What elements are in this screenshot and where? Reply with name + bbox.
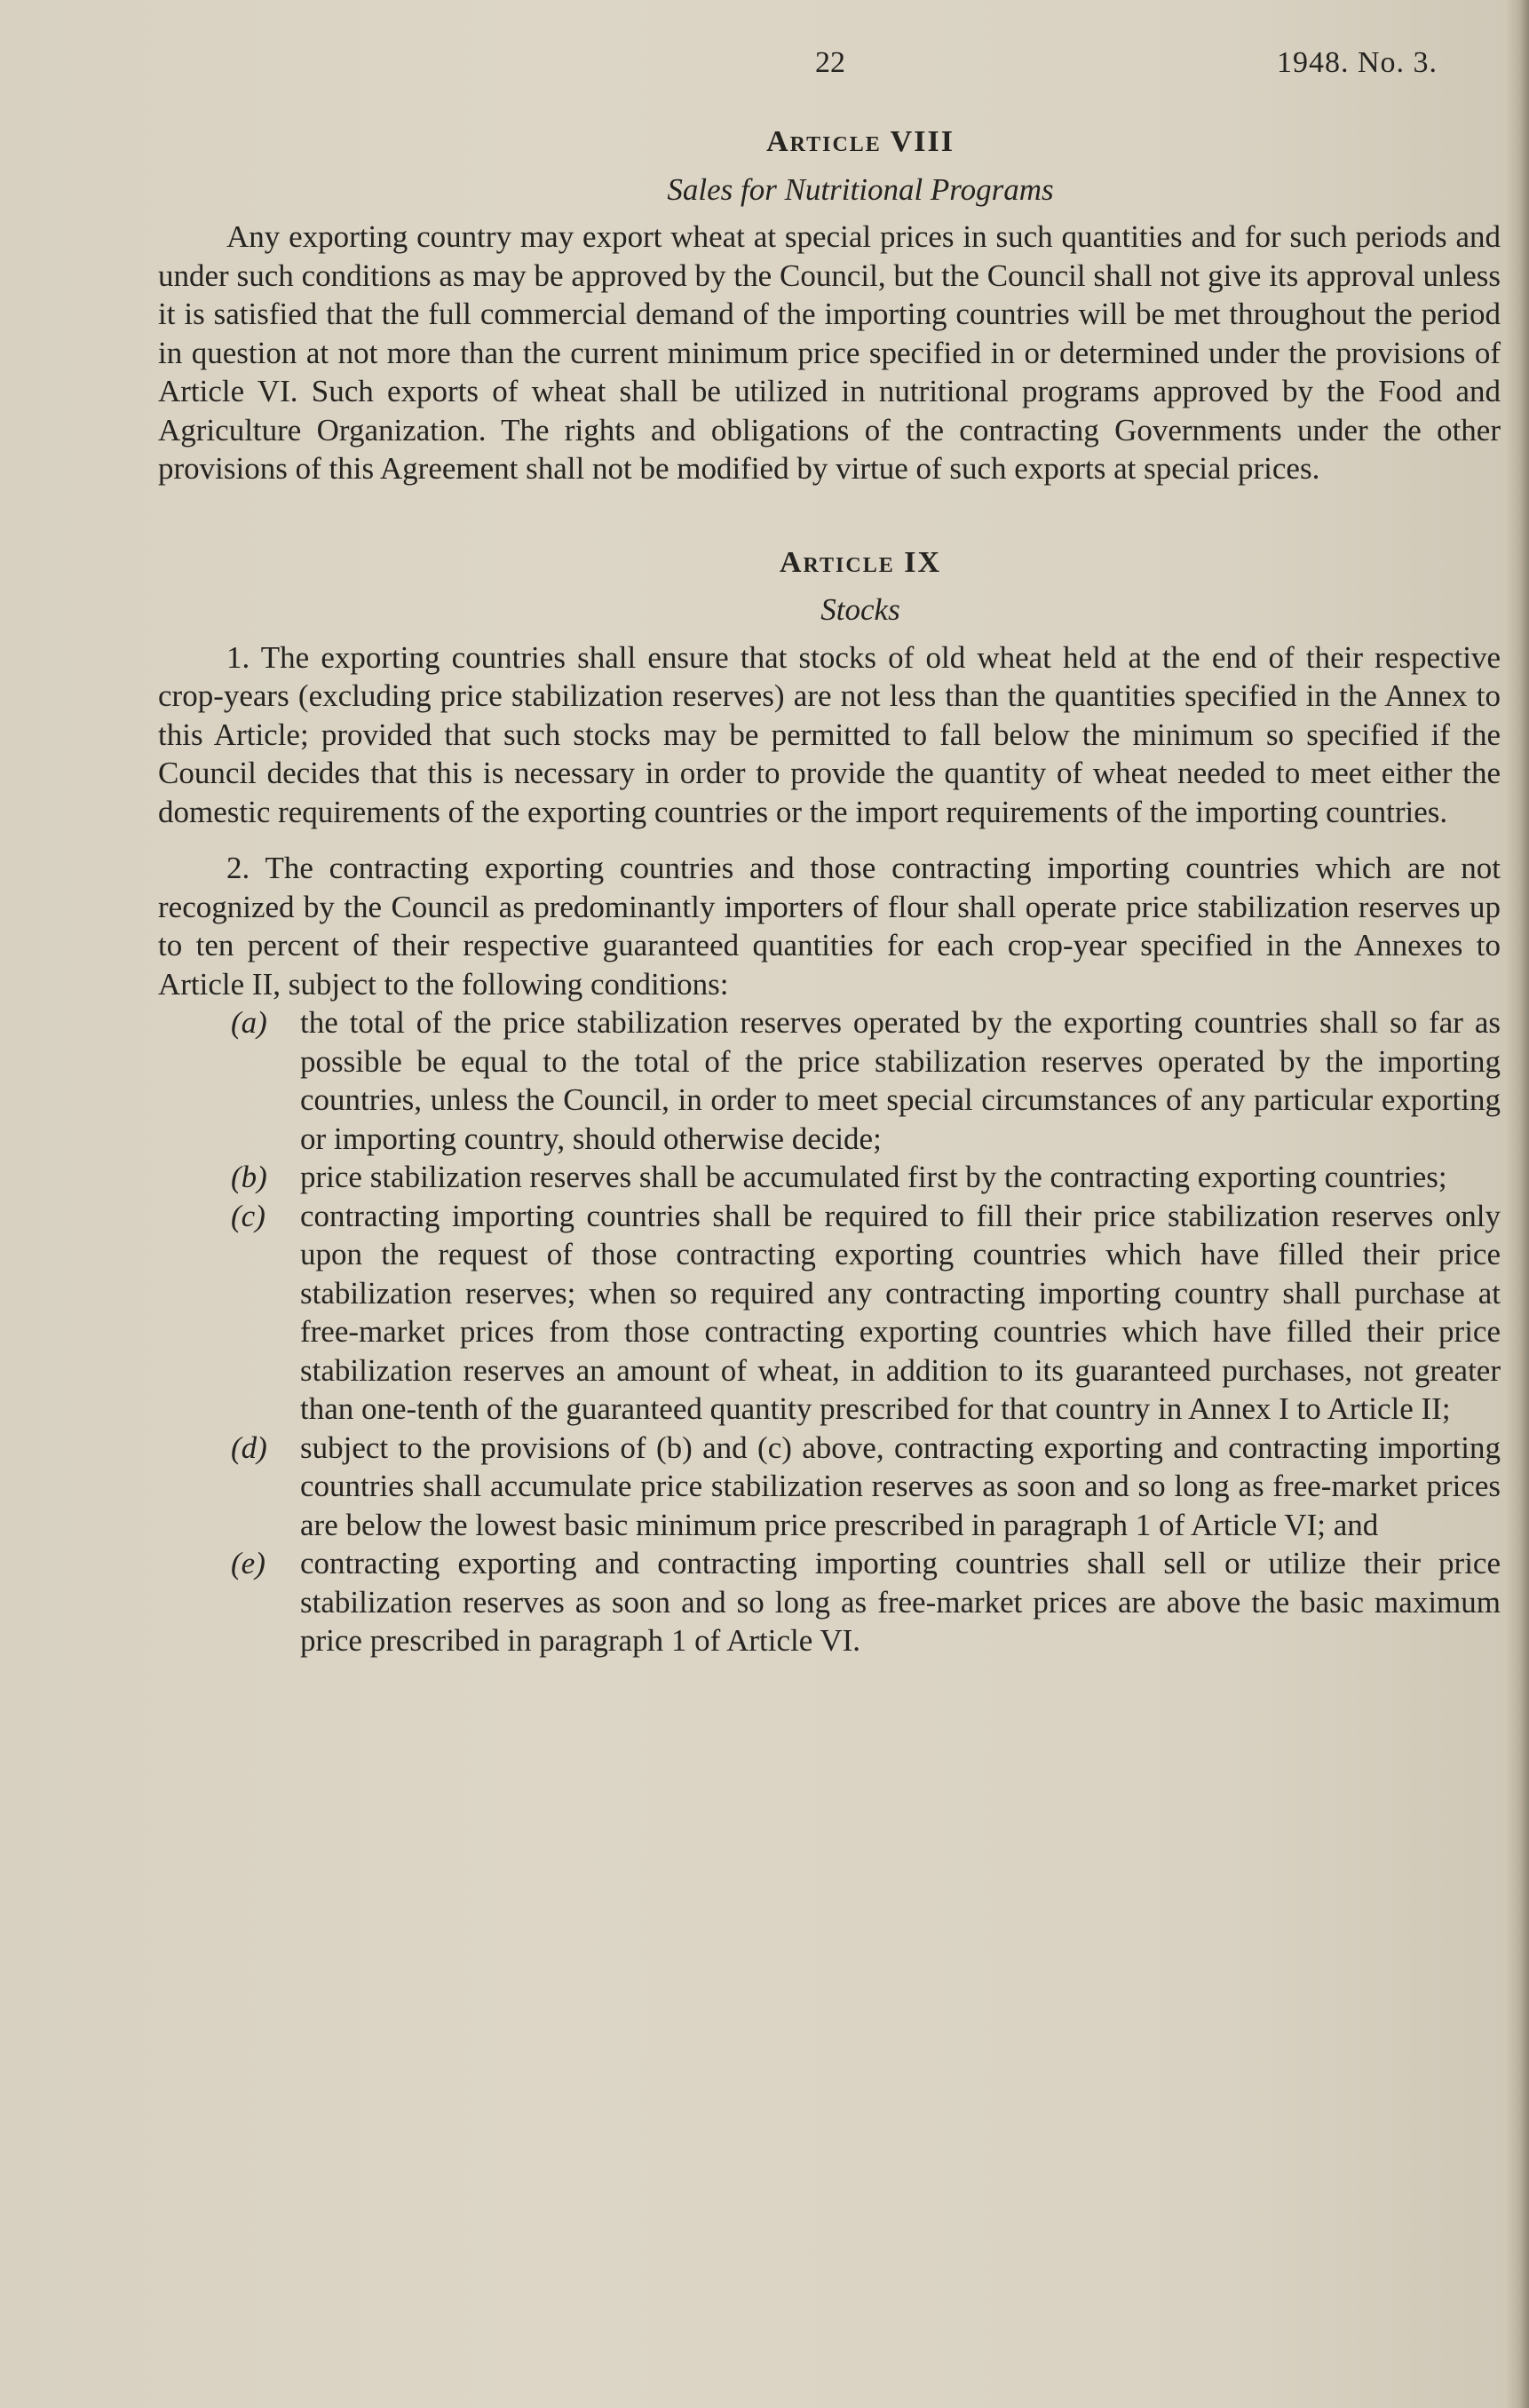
condition-label: (b) [231, 1160, 267, 1194]
article-viii-section [158, 123, 1501, 488]
article-ix-paragraph-1: 1. The exporting countries shall ensure that stocks of old wheat held at the end of their respective crop-years (excluding price stabilization reserves) are not less than the quantities specified in the Annex to this Article; provided that such stocks may be permitted to fall below the minimum so specified if the Council decides that this is necessary in order to provide the quantity of wheat needed to meet either the domestic requirements of the exporting countries or the import requirements of the importing countries. [158, 639, 1501, 829]
condition-item-e [158, 1544, 1501, 1660]
page-edge-shadow [1506, 0, 1529, 2408]
article-viii-paragraph: Any exporting country may export wheat at special prices in such quantities and for such periods and under such conditions as may be approved by the Council, but the Council shall not give its approval unless it is satisfied that the full commercial demand of the importing countries will be met throughout the period in question at not more than the current minimum price specified in or determined under the provisions of Article VI. Such exports of wheat shall be utilized in nutritional programs approved by the Food and Agriculture Organization. The rights and obligations of the contracting Governments under the other provisions of this Agreement shall not be modified by virtue of such exports at special prices. [158, 219, 1501, 486]
condition-text: the total of the price stabilization reserves operated by the exporting countries shall so far as possible be equal to the total of the price stabilization reserves operated by the importing countries, unless the Council, in order to meet special circumstances of any particular exporting or importing country, should otherwise decide; [300, 1005, 1501, 1156]
condition-item-c [158, 1197, 1501, 1429]
condition-text: price stabilization reserves shall be accumulated first by the contracting exporting countries; [300, 1160, 1447, 1194]
issue-label: 1948. No. 3. [1277, 46, 1438, 79]
article-ix-paragraph-2: 2. The contracting exporting countries and those contracting importing countries which are not recognized by the Council as predominantly importers of flour shall operate price stabilization reserves up to ten percent of their respective guaranteed quantities for each crop-year specified in the Annexes to Article II, subject to the following conditions: [158, 851, 1501, 1002]
article-ix-heading: Article IX [779, 545, 942, 579]
condition-item-a [158, 1003, 1501, 1158]
article-viii-heading: Article VIII [766, 125, 955, 158]
article-ix-subheading: Stocks [820, 592, 900, 627]
condition-text: subject to the provisions of (b) and (c) above, contracting exporting and contracting importing countries shall accumulate price stabilization reserves as soon and so long as free-market prices are below the lowest basic minimum price prescribed in paragraph 1 of Article VI; and [300, 1430, 1501, 1542]
condition-label: (d) [231, 1430, 267, 1465]
condition-item-b [158, 1158, 1501, 1197]
page-number: 22 [815, 46, 845, 79]
conditions-list [158, 1003, 1501, 1660]
article-ix-section [158, 543, 1501, 1660]
condition-text: contracting importing countries shall be required to fill their price stabilization reserves only upon the request of those contracting exporting countries which have filled their price stabilization reserves; when so required any contracting importing country shall purchase at free-market prices from those contracting exporting countries which have filled their price stabilization reserves an amount of wheat, in addition to its guaranteed purchases, not greater than one-tenth of the guaranteed quantity prescribed for that country in Annex I to Article II; [300, 1198, 1501, 1426]
page-body [158, 123, 1501, 1660]
condition-label: (a) [231, 1005, 267, 1040]
condition-item-d [158, 1429, 1501, 1545]
article-viii-subheading: Sales for Nutritional Programs [667, 171, 1054, 207]
running-header [0, 46, 1529, 91]
condition-label: (e) [231, 1546, 265, 1580]
condition-label: (c) [231, 1198, 265, 1233]
condition-text: contracting exporting and contracting importing countries shall sell or utilize their price stabilization reserves as soon and so long as free-market prices are above the basic maximum price prescribed in paragraph 1 of Article VI. [300, 1546, 1501, 1658]
